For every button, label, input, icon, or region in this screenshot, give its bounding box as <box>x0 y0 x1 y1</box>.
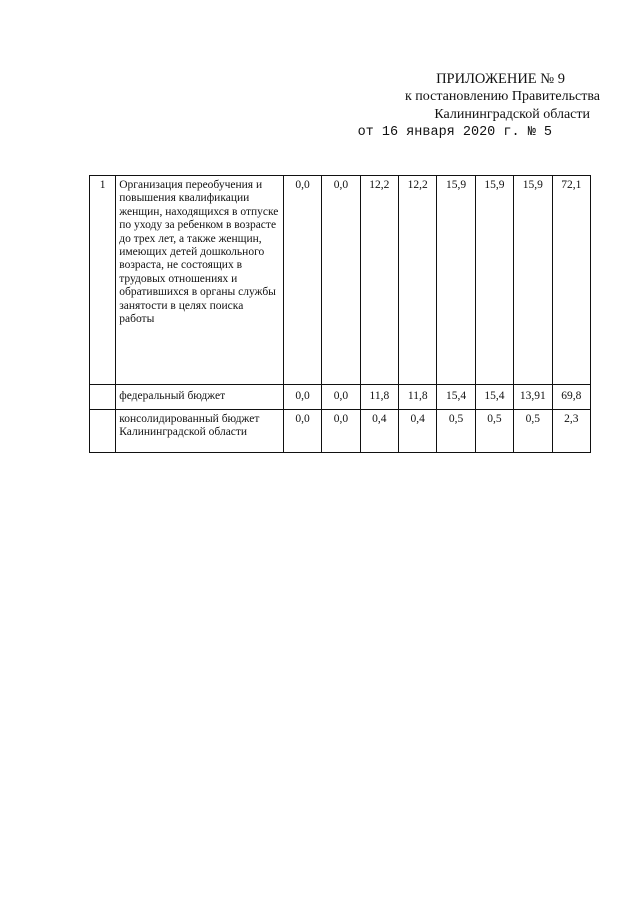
table-cell: 69,8 <box>552 385 590 410</box>
table-cell: 0,4 <box>399 410 437 453</box>
table-cell: 15,9 <box>514 176 552 385</box>
row-description: Организация переобучения и повышения квалификации женщин, находящихся в отпуске по уходу за ребенком в возрасте до трех лет, а также женщин, имеющих детей дошкольного возраста, не состоящих в трудовых отношениях и обратившихся в органы службы занятости в целях поиска работы <box>116 176 284 385</box>
appendix-header <box>300 70 600 142</box>
table-cell: 0,5 <box>475 410 513 453</box>
table-cell: 0,4 <box>360 410 398 453</box>
appendix-title: ПРИЛОЖЕНИЕ № 9 <box>436 71 565 87</box>
table-cell: 0,0 <box>322 410 360 453</box>
table-cell: 11,8 <box>399 385 437 410</box>
table-cell: 13,91 <box>514 385 552 410</box>
table-cell: 0,5 <box>437 410 475 453</box>
table-cell: 0,0 <box>322 385 360 410</box>
table-cell: 0,0 <box>283 385 321 410</box>
table-cell: 72,1 <box>552 176 590 385</box>
row-number <box>90 410 116 453</box>
table-cell: 0,0 <box>322 176 360 385</box>
appendix-region-line: Калининградской области <box>434 107 590 122</box>
table-row <box>90 385 591 410</box>
table-cell: 12,2 <box>399 176 437 385</box>
table-cell: 15,9 <box>437 176 475 385</box>
table-cell: 2,3 <box>552 410 590 453</box>
table-cell: 15,9 <box>475 176 513 385</box>
table-row <box>90 410 591 453</box>
table-cell: 15,4 <box>475 385 513 410</box>
row-number: 1 <box>90 176 116 385</box>
table-cell: 11,8 <box>360 385 398 410</box>
table-cell: 0,0 <box>283 176 321 385</box>
budget-table <box>89 175 591 453</box>
row-number <box>90 385 116 410</box>
row-description: федеральный бюджет <box>116 385 284 410</box>
row-description: консолидированный бюджет Калининградской области <box>116 410 284 453</box>
appendix-resolution-line: к постановлению Правительства <box>404 89 600 104</box>
table-row <box>90 176 591 385</box>
table-cell: 12,2 <box>360 176 398 385</box>
table-cell: 15,4 <box>437 385 475 410</box>
appendix-date-line: от 16 января 2020 г. № 5 <box>357 125 552 140</box>
table-cell: 0,0 <box>283 410 321 453</box>
table-cell: 0,5 <box>514 410 552 453</box>
